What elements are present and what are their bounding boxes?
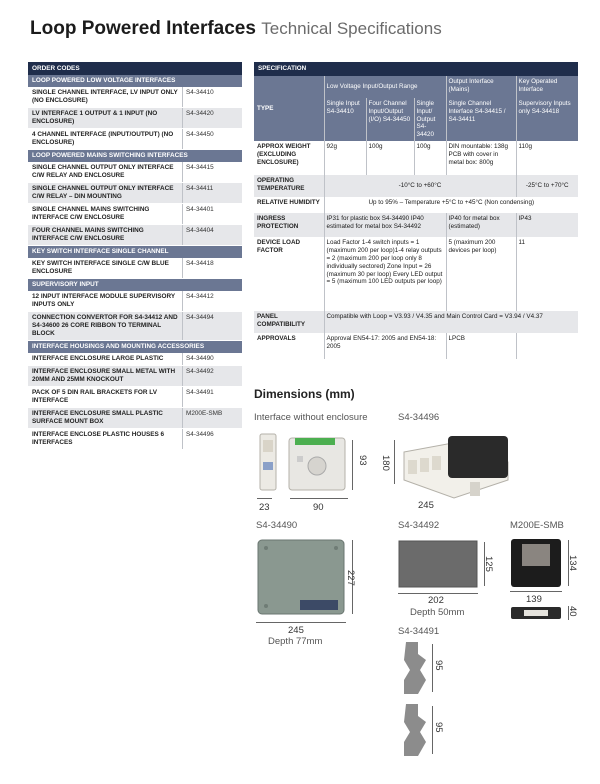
interface-front-image (287, 436, 347, 492)
label-s4-34492: S4-34492 (398, 520, 440, 531)
order-code-description: INTERFACE ENCLOSURE SMALL PLASTIC SURFACE MOUNT BOX (32, 410, 163, 425)
order-section-heading: KEY SWITCH INTERFACE SINGLE CHANNEL (28, 246, 242, 258)
dim-90: 90 (313, 502, 324, 513)
dim-95-bottom: 95 (433, 722, 444, 733)
order-code-number: S4-34494 (182, 312, 242, 340)
dim-202-line (398, 593, 478, 594)
order-code-row (28, 258, 242, 279)
din-bracket-bottom-image (400, 702, 430, 758)
order-code-description: INTERFACE ENCLOSE PLASTIC HOUSES 6 INTERFACES (32, 431, 165, 446)
order-code-description: INTERFACE ENCLOSURE SMALL METAL WITH 20MM AND 25MM KNOCKOUT (32, 368, 176, 383)
m200e-side-image (510, 606, 562, 620)
depth-77: Depth 77mm (268, 636, 323, 647)
approvals-lv: Approval EN54-17: 2005 and EN54-18: 2005 (324, 333, 446, 359)
spec-heading: SPECIFICATION (254, 62, 578, 76)
col-single-channel: Single Channel Interface S4-34415 / S4-34411 (446, 98, 516, 141)
panel-value: Compatible with Loop = V3.93 / V4.35 and Main Control Card = V3.94 / V4.37 (324, 311, 578, 333)
order-code-row (28, 312, 242, 341)
dim-139: 139 (526, 594, 542, 605)
col-four-channel: Four Channel Input/Output (I/O) S4-34450 (366, 98, 414, 141)
order-code-description: SINGLE CHANNEL MAINS SWITCHING INTERFACE C/W ENCLOSURE (32, 206, 150, 221)
order-code-number: S4-34418 (182, 258, 242, 278)
order-code-description: 4 CHANNEL INTERFACE (INPUT/OUTPUT) (NO ENCLOSURE) (32, 131, 174, 146)
label-without-enclosure: Interface without enclosure (254, 412, 368, 423)
order-code-description: LV INTERFACE 1 OUTPUT & 1 INPUT (NO ENCLOSURE) (32, 110, 158, 125)
dim-245-bottom: 245 (288, 625, 304, 636)
order-code-description: SINGLE CHANNEL OUTPUT ONLY INTERFACE C/W RELAY – DIN MOUNTING (32, 185, 174, 200)
order-code-description: FOUR CHANNEL MAINS SWITCHING INTERFACE C/W ENCLOSURE (32, 227, 144, 242)
order-code-number: S4-34420 (182, 108, 242, 128)
order-code-row (28, 129, 242, 150)
load-out: 5 (maximum 200 devices per loop) (446, 237, 516, 311)
group-key: Key Operated Interface (516, 76, 578, 98)
col-single-io: Single Input/ Output S4-34420 (414, 98, 446, 141)
dim-23-line (257, 498, 272, 499)
load-label: DEVICE LOAD FACTOR (257, 239, 301, 255)
weight-2: 100g (366, 141, 414, 175)
humidity-label: RELATIVE HUMIDITY (257, 199, 320, 207)
order-code-description: SINGLE CHANNEL OUTPUT ONLY INTERFACE C/W RELAY AND ENCLOSURE (32, 164, 174, 179)
order-code-description: INTERFACE ENCLOSURE LARGE PLASTIC (32, 355, 164, 362)
temp-main: -10°C to +60°C (324, 175, 516, 197)
order-code-row (28, 429, 242, 450)
enclosure-s4-34492-image (398, 540, 478, 588)
dim-245-line (256, 622, 346, 623)
dim-139-line (510, 591, 562, 592)
depth-50: Depth 50mm (410, 607, 465, 618)
order-code-row (28, 108, 242, 129)
weight-label: APPROX WEIGHT (EXCLUDING ENCLOSURE) (257, 143, 311, 166)
enclosure-s4-34490-image (256, 538, 346, 616)
order-code-number: S4-34450 (182, 129, 242, 149)
dim-95-top: 95 (433, 660, 444, 671)
ingress-out: IP40 for metal box (estimated) (446, 213, 516, 237)
dim-40: 40 (567, 606, 578, 617)
dim-93: 93 (357, 455, 368, 466)
group-out: Output Interface (Mains) (446, 76, 516, 98)
humidity-value: Up to 95% – Temperature +5°C to +45°C (Non condensing) (324, 197, 578, 213)
enclosure-m200e-smb-image (510, 538, 562, 588)
order-code-row (28, 291, 242, 312)
label-s4-34496: S4-34496 (398, 412, 440, 423)
dimensions-title: Dimensions (mm) (254, 387, 355, 401)
order-code-number: S4-34496 (182, 429, 242, 449)
dim-90-line (290, 498, 348, 499)
order-code-number: S4-34401 (182, 204, 242, 224)
order-code-description: PACK OF 5 DIN RAIL BRACKETS FOR LV INTERFACE (32, 389, 157, 404)
title-main: Loop Powered Interfaces (30, 18, 256, 39)
weight-5: 110g (516, 141, 578, 175)
order-code-number: M200E-SMB (182, 408, 242, 428)
ingress-lv: IP31 for plastic box S4-34490 IP40 estimated for metal box S4-34492 (324, 213, 446, 237)
enclosure-s4-34496-image (398, 432, 513, 502)
order-code-row (28, 183, 242, 204)
ingress-label: INGRESS PROTECTION (254, 213, 324, 237)
order-code-description: CONNECTION CONVERTOR FOR S4-34412 AND S4-34600 26 CORE RIBBON TO TERMINAL BLOCK (32, 314, 178, 337)
page-title (30, 18, 442, 40)
title-subtitle: Technical Specifications (261, 19, 442, 38)
dim-202: 202 (428, 595, 444, 606)
order-code-row (28, 87, 242, 108)
din-bracket-top-image (400, 640, 430, 696)
specification-table (254, 62, 578, 359)
order-code-row (28, 408, 242, 429)
dim-134: 134 (567, 555, 578, 571)
order-code-row (28, 204, 242, 225)
type-label: TYPE (254, 76, 324, 141)
order-codes-table (28, 62, 242, 450)
panel-label: PANEL COMPATIBILITY (254, 311, 324, 333)
load-lv: Load Factor 1-4 switch inputs = 1 (maximum 200 per loop)1-4 relay outputs = 2 (maximum 200 per loop only 8 individually sectored) Zone Input = 26 (maximum 30 per loop) Every LED output = 5 (maximum 100 LED outputs per loop) (324, 237, 446, 311)
temp-key: -25°C to +70°C (516, 175, 578, 197)
col-supervisory: Supervisory Inputs only S4-34418 (516, 98, 578, 141)
order-code-number: S4-34490 (182, 353, 242, 365)
order-section-heading: INTERFACE HOUSINGS AND MOUNTING ACCESSORIES (28, 341, 242, 353)
weight-4: DIN mountable: 138g PCB with cover in metal box: 800g (446, 141, 516, 175)
order-code-number: S4-34415 (182, 162, 242, 182)
order-code-number: S4-34412 (182, 291, 242, 311)
group-lv: Low Voltage Input/Output Range (324, 76, 446, 98)
order-code-number: S4-34411 (182, 183, 242, 203)
label-s4-34490: S4-34490 (256, 520, 298, 531)
order-section-heading: SUPERVISORY INPUT (28, 279, 242, 291)
interface-side-image (258, 432, 278, 492)
dim-180: 180 (380, 455, 391, 471)
approvals-out: LPCB (446, 333, 516, 359)
order-code-description: SINGLE CHANNEL INTERFACE, LV INPUT ONLY (NO ENCLOSURE) (32, 89, 178, 104)
dim-23: 23 (259, 502, 270, 513)
order-codes-heading: ORDER CODES (28, 62, 242, 75)
load-key: 11 (516, 237, 578, 311)
order-code-number: S4-34491 (182, 387, 242, 407)
order-code-row (28, 162, 242, 183)
dim-227: 227 (345, 570, 356, 586)
weight-1: 92g (324, 141, 366, 175)
dim-245-top: 245 (418, 500, 434, 511)
order-code-row (28, 387, 242, 408)
order-section-heading: LOOP POWERED LOW VOLTAGE INTERFACES (28, 75, 242, 87)
order-code-number: S4-34410 (182, 87, 242, 107)
dim-125: 125 (483, 556, 494, 572)
order-code-description: 12 INPUT INTERFACE MODULE SUPERVISORY INPUTS ONLY (32, 293, 175, 308)
dim-180-line (394, 440, 395, 484)
weight-3: 100g (414, 141, 446, 175)
label-s4-34491: S4-34491 (398, 626, 440, 637)
order-section-heading: LOOP POWERED MAINS SWITCHING INTERFACES (28, 150, 242, 162)
order-code-row (28, 366, 242, 387)
dim-93-line (352, 440, 353, 490)
order-code-number: S4-34492 (182, 366, 242, 386)
order-code-number: S4-34404 (182, 225, 242, 245)
order-code-row (28, 353, 242, 366)
ingress-key: IP43 (516, 213, 578, 237)
temp-label: OPERATING TEMPERATURE (254, 175, 324, 197)
order-code-description: KEY SWITCH INTERFACE SINGLE C/W BLUE ENCLOSURE (32, 260, 169, 275)
order-code-row (28, 225, 242, 246)
approvals-label: APPROVALS (257, 335, 296, 343)
col-single-input: Single Input S4-34410 (324, 98, 366, 141)
label-m200e-smb: M200E-SMB (510, 520, 564, 531)
